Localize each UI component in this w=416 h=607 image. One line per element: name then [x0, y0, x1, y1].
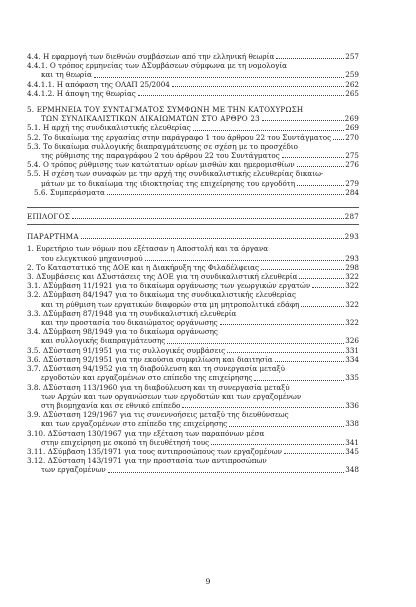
toc-entry-title: 3.2. ΔΣύμβαση 84/1947 για το δικαίωμα της συνδικαλιστικής ελευθερίας	[27, 290, 297, 300]
leader-dots	[297, 185, 344, 186]
toc-entry-page: 287	[344, 212, 359, 222]
toc-entry-page: 275	[345, 151, 359, 161]
leader-dots	[172, 86, 344, 87]
leader-dots	[262, 120, 344, 121]
leader-dots	[182, 407, 344, 408]
leader-dots	[227, 352, 344, 353]
leader-dots	[220, 324, 345, 325]
toc-entry	[27, 151, 359, 160]
toc-entry-title: 5.1. Η αρχή της συνδικαλιστικής ελευθερίας	[27, 123, 191, 133]
toc-entry-title: 5.5. Η σχέση των συναφών με την αρχή της συνδικαλιστικής ελευθερίας δικαιω-	[27, 169, 324, 179]
toc-entry-page: 293	[344, 232, 359, 242]
toc-entry-title: 4.4.1.1. Η απόφαση της ΟΛΑΠ 25/2004	[27, 79, 170, 89]
toc-entry-title: 5.4. Ο τρόπος ρύθμισης των κατώτατων ορίων μισθών και ημερομισθίων	[27, 160, 295, 170]
toc-entry-title: 4.4.1. Ο τρόπος ερμηνείας των ΔΣυμβάσεων σύμφωνα με τη νομολογία	[27, 61, 288, 71]
toc-entry-title: 3.3. ΔΣύμβαση 87/1948 για τη συνδικαλιστική ελευθερία	[27, 308, 237, 318]
toc-entry	[27, 80, 359, 89]
leader-dots	[297, 166, 345, 167]
toc-entry-title: 3.5. ΔΣύσταση 91/1951 για τις συλλογικές συμβάσεις	[27, 345, 226, 355]
toc-entry-title: 3.6. ΔΣύσταση 92/1951 για την εκούσια συμφιλίωση και διαιτησία	[27, 354, 273, 364]
toc-entry-title: 3.9. ΔΣύσταση 129/1967 για τις συνεννοήσεις μεταξύ της διευθύνσεως	[27, 410, 289, 420]
toc-entry-title: στην επιχείρηση με σκοπό τη διευθέτησή τους	[41, 437, 210, 447]
leader-dots	[138, 95, 344, 96]
toc-entry-page: 293	[345, 253, 359, 263]
toc-entry-page: 322	[345, 281, 359, 291]
toc-entry-page: 298	[345, 262, 359, 272]
leader-dots	[275, 361, 345, 362]
divider	[27, 224, 359, 225]
leader-dots	[229, 426, 344, 427]
leader-dots	[108, 472, 344, 473]
toc-entry	[27, 179, 359, 188]
leader-dots	[312, 287, 344, 288]
toc-entry	[27, 254, 359, 263]
leader-dots	[254, 380, 344, 381]
toc-entry-title: 3.7. ΔΣύσταση 94/1952 για τη διαβούλευση και τη συνεργασία μεταξύ	[27, 364, 286, 374]
toc-entry-title: και των εργαζομένων στο επίπεδο της επιχείρησης	[41, 419, 228, 429]
toc-entry	[27, 300, 359, 309]
chapter-title: 5. ΕΡΜΗΝΕΙΑ ΤΟΥ ΣΥΝΤΑΓΜΑΤΟΣ ΣΥΜΦΩΝΗ ΜΕ ΤΗΝ ΚΑΤΟΧΥΡΩΣΗ	[27, 105, 304, 115]
toc-entry-title: στη βιομηχανία και σε εθνικό επίπεδο	[41, 400, 181, 410]
toc-entry	[27, 114, 359, 123]
toc-entry	[27, 465, 359, 474]
toc-entry	[27, 70, 359, 79]
leader-dots	[282, 157, 345, 158]
toc-entry	[27, 281, 359, 290]
toc-entry-title: και συλλογικής διαπραγμάτευσης	[41, 336, 166, 346]
leader-dots	[276, 58, 344, 59]
toc-entry-title: 5.3. Το δικαίωμα συλλογικής διαπραγμάτευσης σε σχέση με το προσχέδιο	[27, 141, 298, 151]
toc-entry-page: 265	[345, 88, 359, 98]
toc-entry	[27, 355, 359, 364]
toc-entry-title: και τη ρύθμιση των εργατικών διαφορών στα μη μητροπολιτικά εδάφη	[41, 299, 300, 309]
leader-dots	[301, 306, 344, 307]
toc-entry	[27, 133, 359, 142]
toc-entry	[27, 346, 359, 355]
leader-dots	[72, 218, 344, 219]
table-of-contents	[27, 52, 359, 475]
toc-entry	[27, 52, 359, 61]
toc-entry-page: 276	[345, 160, 359, 170]
toc-entry-page: 270	[345, 132, 359, 142]
toc-entry-page: 334	[345, 354, 359, 364]
leader-dots	[193, 130, 344, 131]
toc-entry	[27, 89, 359, 98]
page-number: 9	[205, 577, 211, 586]
toc-entry-title: 3.12. ΔΣύσταση 143/1971 για την προστασία των αντιπροσώπων	[27, 456, 267, 466]
toc-entry	[27, 123, 359, 132]
toc-entry-title: 3.4. ΔΣύμβαση 98/1949 για το δικαίωμα οργάνωσης	[27, 327, 218, 337]
leader-dots	[299, 278, 344, 279]
toc-entry-title: του ελεγκτικού μηχανισμού	[41, 253, 143, 263]
leader-dots	[145, 260, 345, 261]
toc-entry	[27, 373, 359, 382]
toc-entry-page: 279	[345, 178, 359, 188]
toc-entry-title: 1. Ευρετήριο των νόμων που εξέτασαν η Αποστολή και τα όργανα	[27, 244, 269, 254]
chapter-title: ΤΩΝ ΣΥΝΔΙΚΑΛΙΣΤΙΚΩΝ ΔΙΚΑΙΩΜΑΤΩΝ ΣΤΟ ΑΡΘΡΟ 23	[41, 114, 260, 124]
toc-entry-title: 4.4.1.2. Η άποψη της θεωρίας	[27, 88, 136, 98]
section-title: ΕΠΙΛΟΓΟΣ	[27, 212, 70, 222]
toc-entry-page: 338	[345, 419, 359, 429]
toc-entry	[27, 188, 359, 197]
toc-entry	[27, 401, 359, 410]
toc-entry-page: 331	[345, 345, 359, 355]
leader-dots	[284, 453, 344, 454]
toc-entry-title: 4.4. Η εφαρμογή των διεθνών συμβάσεων από την ελληνική θεωρία	[27, 52, 275, 61]
toc-entry-title: 5.6. Συμπεράσματα	[34, 187, 105, 197]
toc-entry	[27, 419, 359, 428]
toc-entry-title: 5.2. Το δικαίωμα της εργασίας στην παράγραφο 1 του άρθρου 22 του Συντάγματος	[27, 132, 332, 142]
toc-entry-page: 322	[345, 318, 359, 328]
toc-entry-title: 3.1. ΔΣύμβαση 11/1921 για το δικαίωμα οργάνωσης των γεωργικών εργατών	[27, 281, 311, 291]
toc-entry	[27, 336, 359, 345]
toc-entry-page: 269	[345, 123, 359, 133]
toc-entry	[27, 318, 359, 327]
toc-entry-page: 262	[345, 79, 359, 89]
toc-entry	[27, 447, 359, 456]
toc-entry-page: 335	[345, 373, 359, 383]
toc-entry	[27, 212, 359, 221]
toc-entry-page: 336	[345, 400, 359, 410]
toc-entry-title: 3. ΔΣυμβάσεις και ΔΣυστάσεις της ΔΟΕ για τη συνδικαλιστική ελευθερία	[27, 272, 298, 282]
toc-entry-title: 2. Το Καταστατικό της ΔΟΕ και η Διακήρυξη της Φιλαδέλφειας	[27, 262, 260, 272]
section-title: ΠΑΡΑΡΤΗΜΑ	[27, 232, 79, 242]
leader-dots	[333, 139, 344, 140]
toc-entry-title: 3.8. ΔΣύσταση 113/1960 για τη διαβούλευση και τη συνεργασία μεταξύ	[27, 382, 290, 392]
toc-entry	[27, 272, 359, 281]
toc-entry-page: 322	[345, 299, 359, 309]
toc-entry-page: 322	[345, 272, 359, 282]
toc-entry-page: 257	[345, 52, 359, 61]
toc-entry-title: 3.10. ΔΣύσταση 130/1967 για την εξέταση των παραπόνων μέσα	[27, 428, 265, 438]
leader-dots	[94, 77, 344, 78]
toc-entry	[27, 232, 359, 241]
toc-entry-title: και την προστασία του δικαιώματος οργάνωσης	[41, 318, 218, 328]
leader-dots	[167, 343, 344, 344]
toc-entry-title: 3.11. ΔΣύμβαση 135/1971 για τους αντιπροσώπους των εργαζομένων	[27, 446, 282, 456]
toc-entry-title: των εργαζομένων	[41, 465, 106, 475]
toc-entry-title: εργοδοτών και εργαζομένων στο επίπεδο της επιχείρησης	[41, 373, 253, 383]
toc-entry-page: 269	[344, 114, 359, 124]
leader-dots	[261, 269, 344, 270]
toc-entry-page: 348	[345, 465, 359, 475]
toc-entry-page: 345	[345, 446, 359, 456]
leader-dots	[211, 444, 344, 445]
toc-entry	[27, 263, 359, 272]
toc-entry-page: 341	[345, 437, 359, 447]
toc-entry-title: των Αρχών και των οργανώσεων των εργοδοτών και των εργαζομένων	[41, 391, 302, 401]
leader-dots	[107, 194, 344, 195]
toc-entry-page: 259	[345, 70, 359, 80]
toc-entry-page: 284	[345, 187, 359, 197]
leader-dots	[81, 238, 344, 239]
toc-entry-title: και τη θεωρία	[41, 70, 92, 80]
divider	[27, 207, 359, 208]
toc-entry-page: 326	[345, 336, 359, 346]
toc-entry-title: της ρύθμισης της παραγράφου 2 του άρθρου 22 του Συντάγματος	[41, 151, 280, 161]
toc-entry-title: μάτων με το δικαίωμα της ιδιοκτησίας της επιχείρησης του εργοδότη	[41, 178, 296, 188]
toc-entry	[27, 438, 359, 447]
toc-entry	[27, 160, 359, 169]
